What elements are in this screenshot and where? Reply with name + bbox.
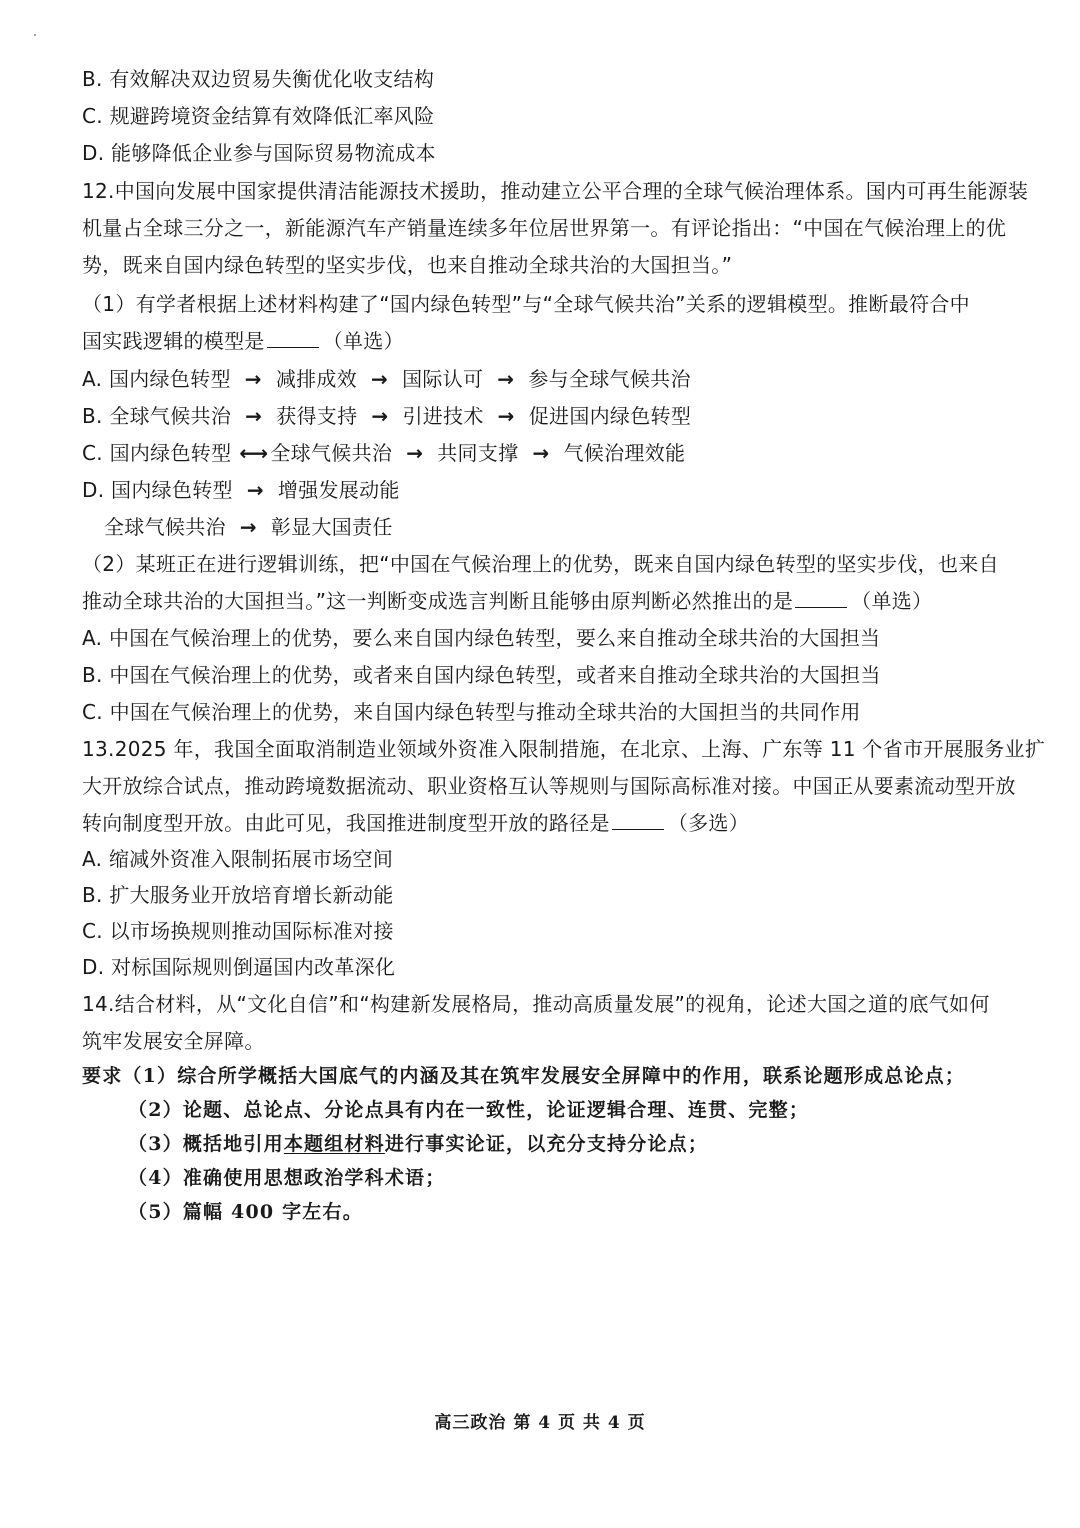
- model-node: 全球气候共治: [104, 515, 226, 539]
- model-node: 获得支持: [276, 404, 358, 428]
- arrow-right-icon: →: [532, 441, 550, 465]
- q12-sub2-prompt: 推动全球共治的大国担当。”这一判断变成选言判断且能够由原判断必然推出的是: [82, 589, 794, 613]
- q12-sub2-line-2: [82, 588, 932, 614]
- q12-stem-line-3: 势，既来自国内绿色转型的坚实步伐，也来自推动全球共治的大国担当。”: [82, 253, 733, 277]
- model-node: 减排成效: [275, 367, 358, 391]
- q14-requirement-2: （2）论题、总论点、分论点具有内在一致性，论证逻辑合理、连贯、完整；: [128, 1099, 810, 1121]
- q12-sub1-option-a: [82, 366, 691, 392]
- answer-blank: [267, 329, 319, 348]
- q14-stem-line-1: 14.结合材料，从“文化自信”和“构建新发展格局，推动高质量发展”的视角，论述大国之道的底气如何: [82, 992, 990, 1016]
- q12-stem-line-1: 12.中国向发展中国家提供清洁能源技术援助，推动建立公平合理的全球气候治理体系。国内可再生能源装: [82, 179, 1029, 203]
- q13-type: （多选）: [667, 811, 750, 835]
- q14-req3-pre: （3）概括地引用: [128, 1133, 284, 1155]
- model-node: 促进国内绿色转型: [528, 404, 692, 428]
- q14-req3-underlined: 本题组材料: [283, 1133, 385, 1155]
- q12-sub2-type: （单选）: [851, 589, 933, 613]
- q14-req3-post: 进行事实论证，以充分支持分论点；: [384, 1133, 709, 1155]
- arrow-right-icon: →: [245, 404, 263, 428]
- q11-option-d: D. 能够降低企业参与国际贸易物流成本: [82, 141, 436, 165]
- model-node: 共同支撑: [437, 441, 519, 465]
- arrow-right-icon: →: [497, 404, 515, 428]
- q12-sub1-line-1: （1）有学者根据上述材料构建了“国内绿色转型”与“全球气候共治”关系的逻辑模型。推断最符合中: [82, 292, 970, 316]
- q11-option-c: C. 规避跨境资金结算有效降低汇率风险: [82, 104, 435, 128]
- q12-sub1-option-d-line-2: [104, 514, 393, 540]
- q13-stem-line-2: 大开放综合试点，推动跨境数据流动、职业资格互认等规则与国际高标准对接。中国正从要素流动型开放: [82, 774, 1016, 798]
- arrow-right-icon: →: [497, 367, 515, 391]
- q13-option-b: B. 扩大服务业开放培育增长新动能: [82, 883, 394, 907]
- model-node: 参与全球气候共治: [528, 367, 691, 391]
- q12-sub1-option-d-line-1: [82, 477, 400, 503]
- double-arrow-icon: ⟷: [239, 441, 269, 465]
- q13-option-c: C. 以市场换规则推动国际标准对接: [82, 919, 394, 943]
- arrow-right-icon: →: [244, 367, 262, 391]
- q12-sub1-type: （单选）: [322, 329, 404, 353]
- q13-option-a: A. 缩减外资准入限制拓展市场空间: [82, 847, 394, 871]
- q12-sub2-line-1: （2）某班正在进行逻辑训练，把“中国在气候治理上的优势，既来自国内绿色转型的坚实步伐，也来自: [82, 552, 999, 576]
- q12-stem-line-2: 机量占全球三分之一，新能源汽车产销量连续多年位居世界第一。有评论指出：“中国在气候治理上的优: [82, 216, 1007, 240]
- model-node: C. 国内绿色转型: [82, 441, 232, 465]
- model-node: 引进技术: [402, 404, 484, 428]
- answer-blank: [795, 589, 847, 608]
- page-footer: 高三政治 第 4 页 共 4 页: [434, 1413, 646, 1433]
- model-node: A. 国内绿色转型: [82, 367, 231, 391]
- model-node: 全球气候共治: [270, 441, 393, 465]
- q14-requirement-4: （4）准确使用思想政治学科术语；: [128, 1167, 446, 1189]
- q13-stem-line-1: 13.2025 年，我国全面取消制造业领域外资准入限制措施，在北京、上海、广东等 11 个省市开展服务业扩: [82, 737, 1046, 761]
- q14-requirement-3: [128, 1131, 708, 1157]
- model-node: B. 全球气候共治: [82, 404, 232, 428]
- q12-sub1-option-c: [82, 440, 685, 466]
- q13-option-d: D. 对标国际规则倒逼国内改革深化: [82, 955, 396, 979]
- q11-option-b: B. 有效解决双边贸易失衡优化收支结构: [82, 67, 435, 91]
- q12-sub1-option-b: [82, 403, 691, 429]
- model-node: D. 国内绿色转型: [82, 478, 233, 502]
- model-node: 彰显大国责任: [270, 515, 393, 539]
- q12-sub1-prompt: 国实践逻辑的模型是: [82, 329, 265, 353]
- q13-stem-line-3: [82, 810, 749, 836]
- scan-speck: [34, 34, 36, 36]
- q14-stem-line-2: 筑牢发展安全屏障。: [82, 1029, 265, 1053]
- q12-sub2-option-a: A. 中国在气候治理上的优势，要么来自国内绿色转型，要么来自推动全球共治的大国担当: [82, 626, 881, 650]
- arrow-right-icon: →: [371, 404, 389, 428]
- q14-requirement-1: 要求（1）综合所学概括大国底气的内涵及其在筑牢发展安全屏障中的作用，联系论题形成总论点；: [82, 1065, 966, 1087]
- answer-blank: [612, 811, 664, 830]
- arrow-right-icon: →: [239, 515, 257, 539]
- model-node: 气候治理效能: [563, 441, 686, 465]
- arrow-right-icon: →: [371, 367, 389, 391]
- arrow-right-icon: →: [406, 441, 424, 465]
- q12-sub1-line-2: [82, 328, 404, 354]
- model-node: 国际认可: [402, 367, 484, 391]
- q12-sub2-option-c: C. 中国在气候治理上的优势，来自国内绿色转型与推动全球共治的大国担当的共同作用: [82, 700, 861, 724]
- q12-sub2-option-b: B. 中国在气候治理上的优势，或者来自国内绿色转型，或者来自推动全球共治的大国担当: [82, 663, 881, 687]
- q14-requirement-5: （5）篇幅 400 字左右。: [128, 1201, 363, 1223]
- model-node: 增强发展动能: [277, 478, 400, 502]
- q13-prompt: 转向制度型开放。由此可见，我国推进制度型开放的路径是: [82, 811, 610, 835]
- arrow-right-icon: →: [246, 478, 264, 502]
